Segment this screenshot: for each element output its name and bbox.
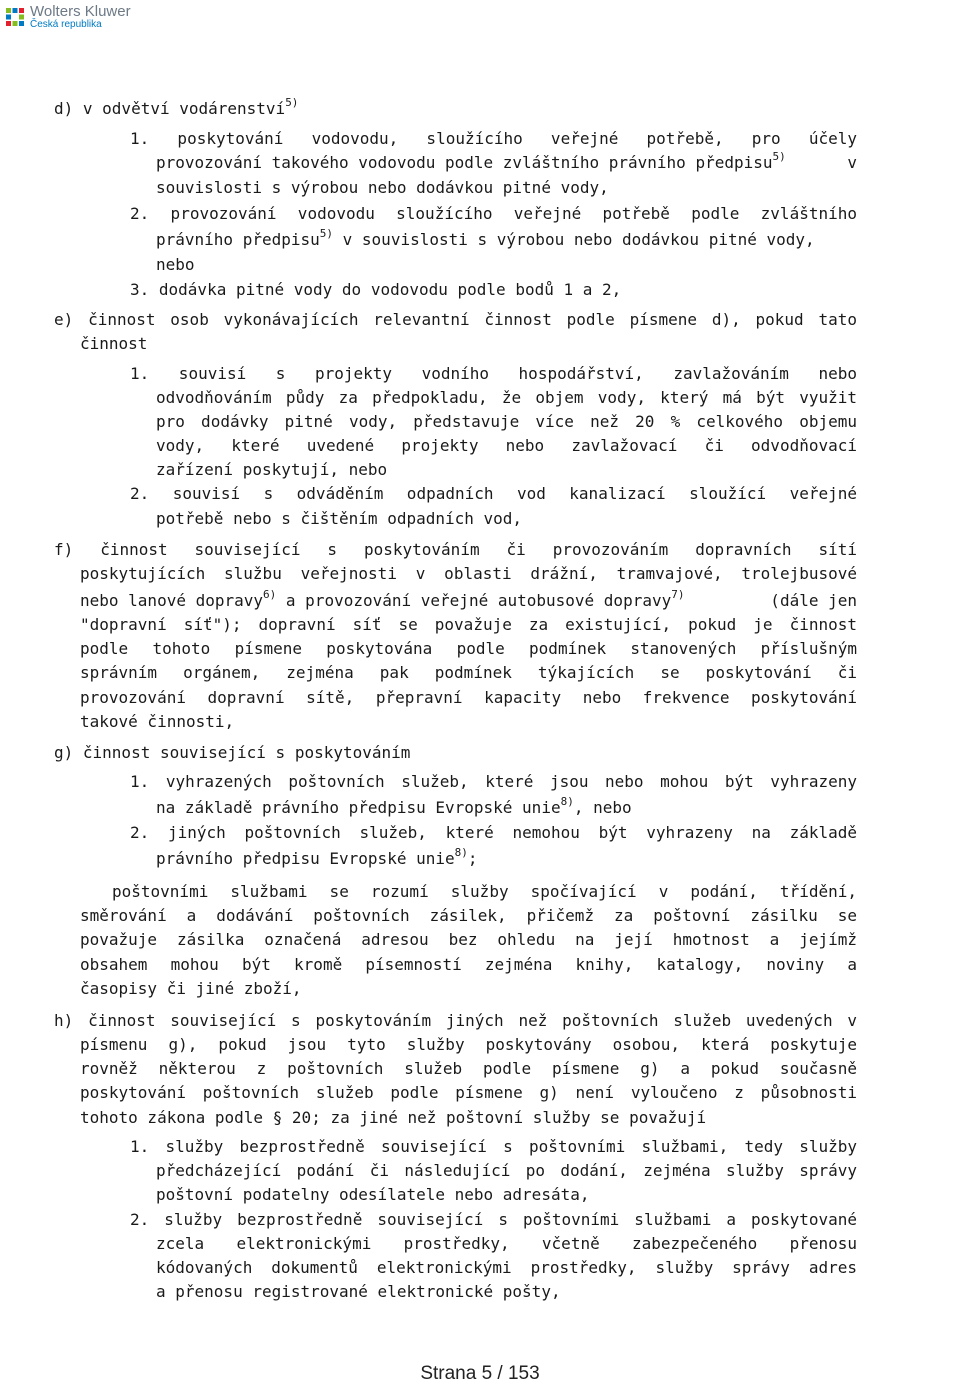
text-line: právního předpisu Evropské unie$^{8)}$;: [156, 845, 478, 868]
text-line: činnost: [80, 334, 148, 353]
text-line: odvodňováním půdy za předpokladu, že objem vody, který má být využit: [156, 388, 857, 407]
text-line: a přenosu registrované elektronické pošty,: [156, 1282, 561, 1301]
text-line: 2. provozování vodovodu sloužícího veřejné potřebě podle zvláštního: [130, 204, 857, 223]
text-line: 1. služby bezprostředně související s poštovními službami, tedy služby: [130, 1137, 857, 1156]
text-line: považuje zásilka označená adresou bez ohledu na její hmotnost a jejímž: [80, 930, 857, 949]
text-line: rovněž některou z poštovních služeb podle písmene g) a pokud současně: [80, 1059, 857, 1078]
text-line: obsahem mohou být kromě písemností zejména knihy, katalogy, noviny a: [80, 955, 857, 974]
text-line: směrování a dodávání poštovních zásilek, přičemž za poštovní zásilku se: [80, 906, 857, 925]
brand-name: Wolters Kluwer: [30, 3, 131, 20]
text-line: poskytování poštovních služeb podle písmene g) není vyloučeno z působnosti: [80, 1083, 857, 1102]
text-line: potřebě nebo s čištěním odpadních vod,: [156, 509, 523, 528]
text-line: g) činnost související s poskytováním: [54, 743, 411, 762]
text-line: 2. služby bezprostředně související s poštovními službami a poskytované: [130, 1210, 857, 1229]
text-line: poskytujících službu veřejnosti v oblasti drážní, tramvajové, trolejbusové: [80, 564, 857, 583]
text-line: 1. souvisí s projekty vodního hospodářství, zavlažováním nebo: [130, 364, 857, 383]
text-line: 2. jiných poštovních služeb, které nemohou být vyhrazeny na základě: [130, 823, 857, 842]
text-line: kódovaných dokumentů elektronickými prostředky, služby správy adres: [156, 1258, 857, 1277]
text-line: d) v odvětví vodárenství$^{5)}$: [54, 95, 299, 118]
text-line: 1. poskytování vodovodu, sloužícího veřejné potřebě, pro účely: [130, 129, 857, 148]
page-number: Strana 5 / 153: [420, 1363, 540, 1384]
text-line: f) činnost související s poskytováním či provozováním dopravních sítí: [54, 540, 857, 559]
text-line: předcházející podání či následující po dodání, zejména služby správy: [156, 1161, 857, 1180]
text-line: podle tohoto písmene poskytována podle podmínek stanovených příslušným: [80, 639, 857, 658]
text-line: poštovní podatelny odesílatele nebo adresáta,: [156, 1185, 590, 1204]
text-line: právního předpisu$^{5)}$ v souvislosti s výrobou nebo dodávkou pitné vody,: [156, 226, 815, 249]
text-line: tohoto zákona podle § 20; za jiné než poštovní služby se považují: [80, 1108, 707, 1127]
text-line: provozování dopravní sítě, přepravní kapacity nebo frekvence poskytování: [80, 688, 857, 707]
text-line: takové činnosti,: [80, 712, 235, 731]
text-line: zařízení poskytují, nebo: [156, 460, 388, 479]
brand-subtitle: Česká republika: [30, 19, 102, 30]
text-line: 1. vyhrazených poštovních služeb, které jsou nebo mohou být vyhrazeny: [130, 772, 857, 791]
text-line: časopisy či jiné zboží,: [80, 979, 302, 998]
text-line: na základě právního předpisu Evropské unie$^{8)}$, nebo: [156, 794, 632, 817]
text-line: nebo lanové dopravy$^{6)}$ a provozování veřejné autobusové dopravy$^{7)}$ (dále jen: [80, 587, 857, 610]
text-line: "dopravní síť"); dopravní síť se považuje za existující, pokud je činnost: [80, 615, 857, 634]
text-line: písmenu g), pokud jsou tyto služby poskytovány osobou, která poskytuje: [80, 1035, 857, 1054]
text-line: 3. dodávka pitné vody do vodovodu podle bodů 1 a 2,: [130, 280, 622, 299]
text-line: nebo: [156, 255, 195, 274]
text-line: poštovními službami se rozumí služby spočívající v podání, třídění,: [112, 882, 857, 901]
text-line: provozování takového vodovodu podle zvláštního právního předpisu$^{5)}$ v: [156, 149, 857, 172]
text-line: zcela elektronickými prostředky, včetně zabezpečeného přenosu: [156, 1234, 857, 1253]
text-line: pro dodávky pitné vody, představuje více než 20 % celkového objemu: [156, 412, 857, 431]
text-line: h) činnost související s poskytováním jiných než poštovních služeb uvedených v: [54, 1011, 857, 1030]
text-line: 2. souvisí s odváděním odpadních vod kanalizací sloužící veřejné: [130, 484, 857, 503]
text-line: vody, které uvedené projekty nebo zavlažovací či odvodňovací: [156, 436, 857, 455]
text-line: souvislosti s výrobou nebo dodávkou pitné vody,: [156, 178, 609, 197]
text-line: e) činnost osob vykonávajících relevantní činnost podle písmene d), pokud tato: [54, 310, 857, 329]
text-line: správním orgánem, zejména pak podmínek týkajících se poskytování či: [80, 663, 857, 682]
